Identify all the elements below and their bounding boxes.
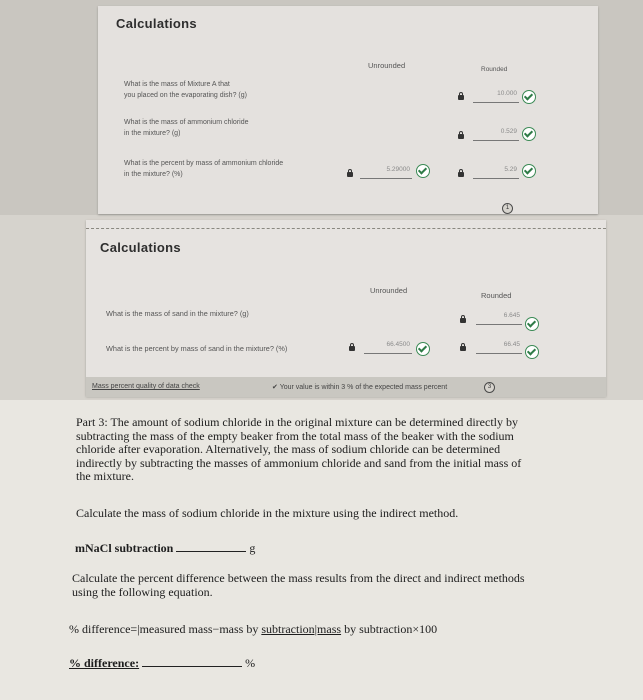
lock-icon [458, 134, 464, 141]
lock-icon [460, 318, 466, 325]
mnacl-answer-input[interactable] [176, 540, 246, 552]
panel-title: Calculations [100, 240, 181, 255]
column-header-rounded: Rounded [481, 291, 512, 300]
mnacl-label: mNaCl subtraction [75, 541, 174, 555]
check-icon [522, 127, 536, 141]
panel-divider [86, 228, 606, 229]
indirect-method-instruction: Calculate the mass of sodium chloride in the mixture using the indirect method. [76, 506, 459, 520]
percent-difference-row [69, 655, 255, 671]
calculations-panel-ammonium [98, 6, 598, 214]
percent-difference-instruction: Calculate the percent difference between the mass results from the direct and indirect methods using the following equation. [72, 571, 525, 599]
check-icon [522, 164, 536, 178]
part3-paragraph: Part 3: The amount of sodium chloride in the original mixture can be determined directly by subtracting the mass of the empty beaker from the total mass of the beaker with the sodium chloride after evaporation. Alternatively, the mass of sodium chloride can be determined indirectly by subtracting the masses of ammonium chloride and sand from the initial mass of the mixture. [76, 415, 522, 483]
mnacl-answer-row [75, 540, 255, 556]
check-icon [416, 164, 430, 178]
check-icon [525, 317, 539, 331]
rounded-input-mass-ammonium[interactable]: 0.529 [473, 128, 519, 141]
question-mass-mixture: What is the mass of Mixture A that you placed on the evaporating dish? (g) [124, 81, 247, 99]
percent-difference-label: % difference: [69, 656, 140, 670]
lock-icon [458, 95, 464, 102]
lock-icon [347, 172, 353, 179]
percent-difference-unit: % [245, 656, 256, 670]
question-mass-ammonium: What is the mass of ammonium chloride in the mixture? (g) [124, 119, 249, 137]
check-icon [525, 345, 539, 359]
lock-icon [458, 172, 464, 179]
mnacl-unit: g [249, 541, 256, 555]
column-header-rounded: Rounded [481, 66, 508, 73]
quality-check-label: Mass percent quality of data check [92, 383, 200, 390]
column-header-unrounded: Unrounded [370, 286, 408, 295]
unrounded-input-percent-sand[interactable]: 66.4500 [364, 341, 412, 354]
rounded-input-mass-sand[interactable]: 6.645 [476, 312, 522, 325]
quality-check-result: ✔ Your value is within 3 % of the expected mass percent [272, 384, 448, 391]
check-icon [522, 90, 536, 104]
check-mark-icon: ✔ [272, 384, 278, 391]
question-percent-ammonium: What is the percent by mass of ammonium chloride in the mixture? (%) [124, 160, 284, 178]
rounded-input-percent-sand[interactable]: 66.45 [476, 341, 522, 354]
rounded-input-mass-mixture[interactable]: 10.000 [473, 90, 519, 103]
attempt-count-badge: 3 [484, 382, 495, 393]
lock-icon [349, 346, 355, 353]
quality-check-strip [86, 377, 606, 397]
unrounded-input-percent-ammonium[interactable]: 5.29000 [360, 166, 412, 179]
lock-icon [460, 346, 466, 353]
question-percent-sand: What is the percent by mass of sand in the mixture? (%) [106, 344, 288, 353]
percent-difference-equation: % difference=|measured mass−mass by subtraction|mass by subtraction×100 [69, 622, 438, 636]
percent-difference-input[interactable] [142, 655, 242, 667]
attempt-count-badge: 1 [502, 203, 513, 214]
calculations-panel-sand [86, 220, 606, 396]
check-icon [416, 342, 430, 356]
panel-title: Calculations [116, 16, 197, 31]
question-mass-sand: What is the mass of sand in the mixture? (g) [106, 309, 249, 318]
column-header-unrounded: Unrounded [368, 61, 406, 70]
rounded-input-percent-ammonium[interactable]: 5.29 [473, 166, 519, 179]
